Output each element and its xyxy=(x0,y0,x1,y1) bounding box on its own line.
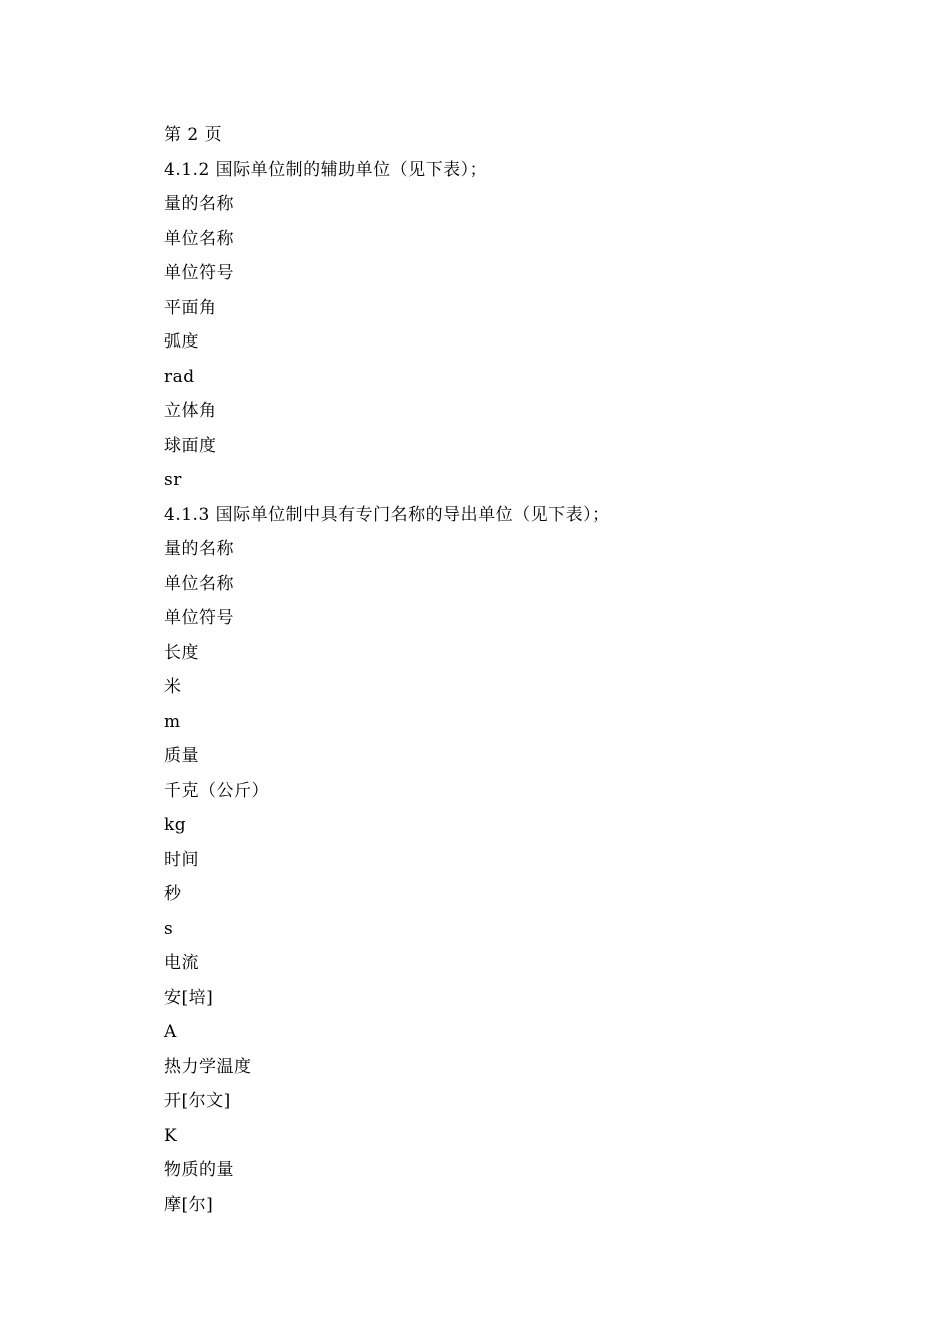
table-cell: 米 xyxy=(164,677,182,697)
table-header-unit-name: 单位名称 xyxy=(164,228,234,249)
table-header-unit-name: 单位名称 xyxy=(164,573,234,594)
table-header-unit-symbol: 单位符号 xyxy=(164,263,234,283)
table-cell: sr xyxy=(164,470,182,490)
table-cell: 球面度 xyxy=(164,435,217,456)
table-header-unit-symbol: 单位符号 xyxy=(164,608,234,628)
table-cell: 弧度 xyxy=(164,332,199,352)
table-cell: A xyxy=(164,1022,177,1042)
table-cell: m xyxy=(164,711,181,732)
table-cell: 立体角 xyxy=(164,401,217,421)
table-cell: K xyxy=(164,1125,178,1146)
table-cell: 平面角 xyxy=(164,297,217,318)
table-cell: 长度 xyxy=(164,642,199,663)
table-header-quantity-name: 量的名称 xyxy=(164,194,234,214)
page-label: 第 2 页 xyxy=(164,125,223,145)
section-heading-4-1-2: 4.1.2 国际单位制的辅助单位（见下表）； xyxy=(164,159,488,180)
table-cell: 热力学温度 xyxy=(164,1056,252,1077)
table-header-quantity-name: 量的名称 xyxy=(164,539,234,559)
table-cell: s xyxy=(164,918,174,939)
table-cell: 开[尔文] xyxy=(164,1091,231,1111)
table-cell: 摩[尔] xyxy=(164,1194,214,1215)
table-cell: rad xyxy=(164,366,195,387)
table-cell: 千克（公斤） xyxy=(164,780,269,801)
document-body xyxy=(164,118,884,1222)
table-cell: 电流 xyxy=(164,953,199,973)
table-cell: 秒 xyxy=(164,884,182,904)
table-cell: 时间 xyxy=(164,849,199,870)
table-cell: 物质的量 xyxy=(164,1160,234,1180)
table-cell: 质量 xyxy=(164,746,199,766)
table-cell: kg xyxy=(164,815,187,835)
section-heading-4-1-3: 4.1.3 国际单位制中具有专门名称的导出单位（见下表）； xyxy=(164,504,610,525)
table-cell: 安[培] xyxy=(164,987,214,1008)
